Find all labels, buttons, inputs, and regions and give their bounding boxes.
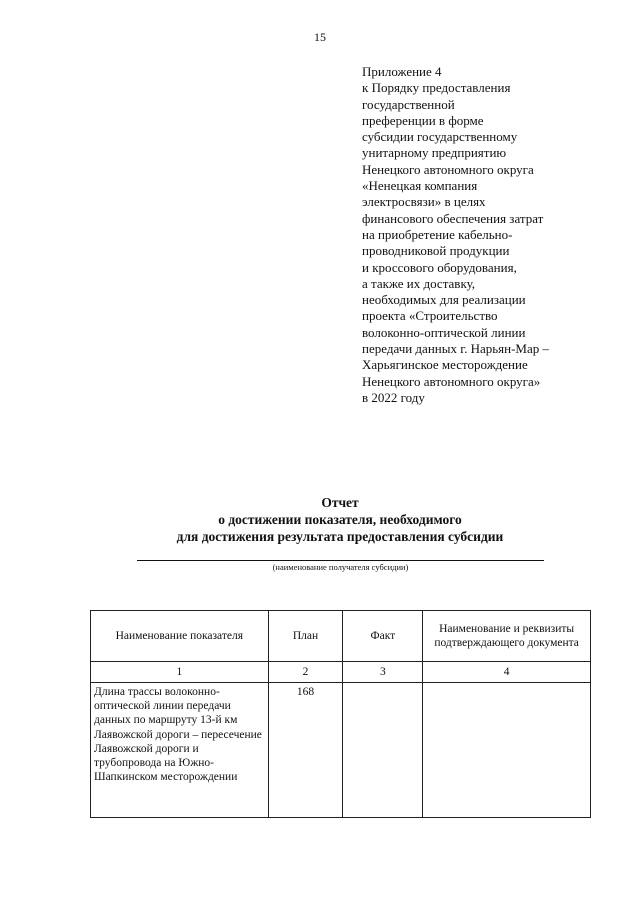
appendix-line: электросвязи» в целях xyxy=(362,194,486,210)
column-header-document: Наименование и реквизиты подтверждающего документа xyxy=(423,611,591,662)
appendix-line: к Порядку предоставления xyxy=(362,80,511,96)
report-subtitle: для достижения результата предоставления субсидии xyxy=(176,529,504,544)
appendix-line: Харьягинское месторождение xyxy=(362,357,528,373)
column-header-fact: Факт xyxy=(343,611,423,662)
column-number: 2 xyxy=(268,662,343,683)
column-header-plan: План xyxy=(268,611,343,662)
appendix-line: Приложение 4 xyxy=(362,64,442,79)
appendix-line: необходимых для реализации xyxy=(362,292,526,308)
table-header-row xyxy=(91,611,591,662)
report-heading xyxy=(100,494,580,545)
appendix-line: на приобретение кабельно- xyxy=(362,226,513,242)
column-number: 4 xyxy=(423,662,591,683)
appendix-line: Ненецкого автономного округа xyxy=(362,161,534,177)
column-number: 1 xyxy=(91,662,269,683)
appendix-line: в 2022 году xyxy=(362,389,425,405)
appendix-line: Ненецкого автономного округа» xyxy=(362,373,541,389)
column-number: 3 xyxy=(343,662,423,683)
appendix-line: и кроссового оборудования, xyxy=(362,259,517,275)
appendix-line: преференции в форме xyxy=(362,112,484,128)
appendix-line: «Ненецкая компания xyxy=(362,178,478,194)
recipient-name-line xyxy=(137,560,544,561)
report-table xyxy=(90,610,591,818)
report-title: Отчет xyxy=(321,495,359,510)
appendix-note xyxy=(362,64,632,406)
recipient-caption: (наименование получателя субсидии) xyxy=(272,562,409,572)
indicator-cell: Длина трассы волоконно-оптической линии передачи данных по маршруту 13-й км Лаявожской дороги – пересечение Лаявожской дороги и трубопровода на Южно-Шапкинском месторождении xyxy=(91,683,269,818)
appendix-line: финансового обеспечения затрат xyxy=(362,210,544,226)
report-subtitle: о достижении показателя, необходимого xyxy=(218,512,462,527)
column-number-row xyxy=(91,662,591,683)
appendix-line: субсидии государственному xyxy=(362,129,518,145)
appendix-line: передачи данных г. Нарьян-Мар – xyxy=(362,341,550,357)
appendix-line: волоконно-оптической линии xyxy=(362,324,526,340)
page-number: 15 xyxy=(314,30,326,44)
table-row xyxy=(91,683,591,818)
document-cell xyxy=(423,683,591,818)
plan-cell: 168 xyxy=(268,683,343,818)
appendix-line: проекта «Строительство xyxy=(362,308,498,324)
column-header-indicator: Наименование показателя xyxy=(91,611,269,662)
appendix-line: унитарному предприятию xyxy=(362,145,507,161)
fact-cell xyxy=(343,683,423,818)
appendix-line: а также их доставку, xyxy=(362,275,476,291)
appendix-line: государственной xyxy=(362,96,455,112)
appendix-line: проводниковой продукции xyxy=(362,243,510,259)
